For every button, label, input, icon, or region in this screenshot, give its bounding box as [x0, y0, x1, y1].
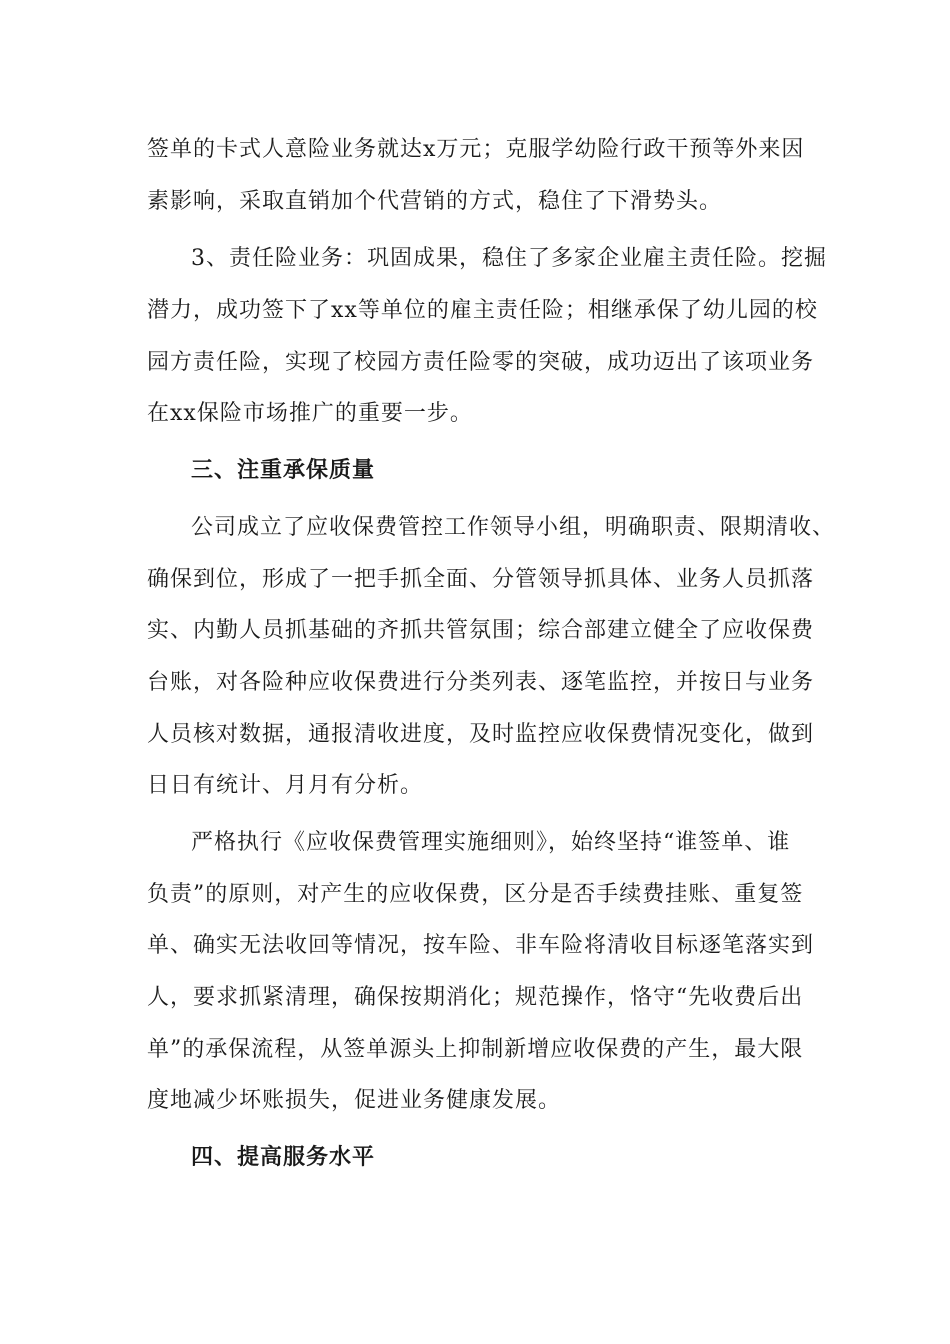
- section-heading: 四、提高服务水平: [191, 1145, 376, 1170]
- paragraph-line: 单”的承保流程，从签单源头上抑制新增应收保费的产生，最大限: [147, 1037, 804, 1062]
- paragraph-line: 人员核对数据，通报清收进度，及时监控应收保费情况变化，做到: [147, 722, 815, 747]
- paragraph-line: 公司成立了应收保费管控工作领导小组，明确职责、限期清收、: [191, 515, 836, 540]
- paragraph-line: 签单的卡式人意险业务就达x万元；克服学幼险行政干预等外来因: [147, 137, 805, 162]
- paragraph-line: 单、确实无法收回等情况，按车险、非车险将清收目标逐笔落实到: [147, 933, 815, 958]
- paragraph-line: 确保到位，形成了一把手抓全面、分管领导抓具体、业务人员抓落: [147, 567, 815, 592]
- paragraph-line: 台账，对各险种应收保费进行分类列表、逐笔监控，并按日与业务: [147, 670, 815, 695]
- paragraph-line: 在xx保险市场推广的重要一步。: [147, 401, 473, 426]
- paragraph-line: 度地减少坏账损失，促进业务健康发展。: [147, 1088, 562, 1113]
- paragraph-line: 严格执行《应收保费管理实施细则》，始终坚持“谁签单、谁: [191, 830, 791, 855]
- paragraph-line: 园方责任险，实现了校园方责任险零的突破，成功迈出了该项业务: [147, 350, 815, 375]
- paragraph-line: 人，要求抓紧清理，确保按期消化；规范操作，恪守“先收费后出: [147, 985, 804, 1010]
- paragraph-line: 3、责任险业务：巩固成果，稳住了多家企业雇主责任险。挖掘: [191, 246, 827, 271]
- paragraph-line: 素影响，采取直销加个代营销的方式，稳住了下滑势头。: [147, 189, 723, 214]
- section-heading: 三、注重承保质量: [191, 458, 376, 483]
- paragraph-line: 实、内勤人员抓基础的齐抓共管氛围；综合部建立健全了应收保费: [147, 618, 815, 643]
- paragraph-line: 潜力，成功签下了xx等单位的雇主责任险；相继承保了幼儿园的校: [147, 298, 818, 323]
- paragraph-line: 负责”的原则，对产生的应收保费，区分是否手续费挂账、重复签: [147, 882, 804, 907]
- paragraph-line: 日日有统计、月月有分析。: [147, 773, 424, 798]
